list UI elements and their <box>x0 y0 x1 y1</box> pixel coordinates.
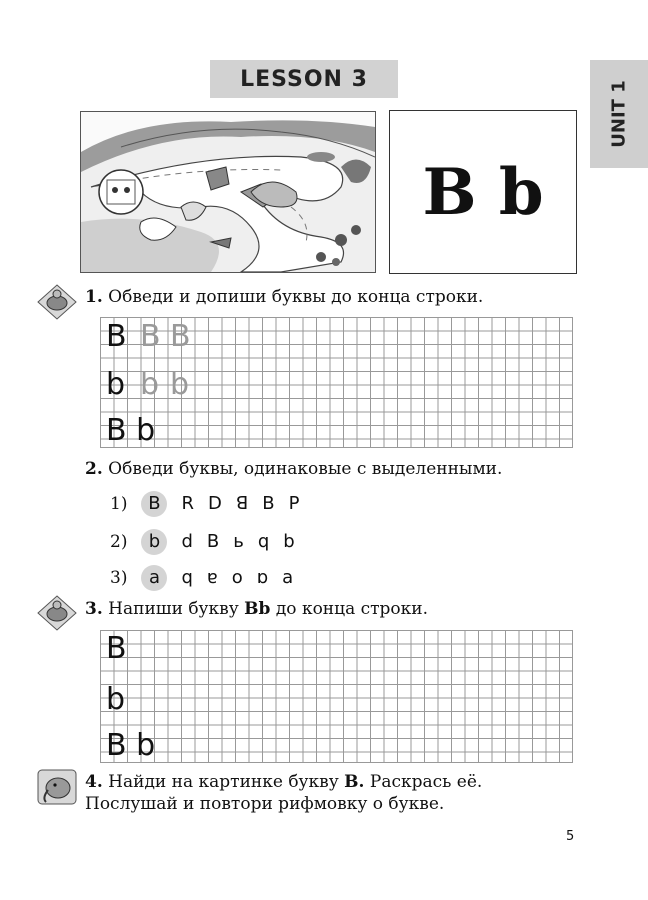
task-3-row-3-letters: B b <box>106 728 156 763</box>
task-3-row-1-letter: B <box>106 631 127 666</box>
illustration <box>80 111 376 273</box>
letter-box: B b <box>389 110 577 274</box>
option-letter[interactable]: o <box>231 567 243 588</box>
option-letter[interactable]: q <box>181 567 193 588</box>
task-1-text: Обведи и допиши буквы до конца строки. <box>108 287 484 307</box>
task-1-row-2-trace: b <box>170 367 190 402</box>
task-2-row-3 <box>110 565 293 591</box>
task-4-text-end: Раскрась её. <box>369 772 483 792</box>
option-letter[interactable]: d <box>181 531 193 552</box>
task-1-row-3-letters: B b <box>106 413 156 448</box>
option-letter[interactable]: R <box>181 493 194 514</box>
task-2-row-2 <box>110 529 295 555</box>
option-letter[interactable]: ɒ <box>256 567 269 588</box>
row-label: 1) <box>110 494 128 514</box>
option-letter[interactable]: ь <box>233 531 244 552</box>
landscape-illustration <box>81 112 375 272</box>
option-letter[interactable]: q <box>257 531 270 552</box>
option-letter[interactable]: D <box>207 493 222 514</box>
page-number: 5 <box>566 829 575 844</box>
lesson-title: LESSON 3 <box>210 60 398 98</box>
option-letter[interactable]: ɐ <box>206 567 218 588</box>
option-letter[interactable]: B <box>262 493 275 514</box>
task-4-instruction-line-1 <box>85 771 482 793</box>
task-1-row-2-letter: b <box>106 367 126 402</box>
elephant-icon <box>36 768 78 806</box>
option-letter[interactable]: ꓭ <box>235 493 249 514</box>
task-2-instruction <box>85 458 502 480</box>
task-3-text-end: до конца строки. <box>275 599 429 619</box>
task-4-text: Найди на картинке букву <box>108 772 339 792</box>
turtle-icon <box>36 283 78 321</box>
task-1-instruction <box>85 286 483 308</box>
row-label: 3) <box>110 568 128 588</box>
task-1-number: 1. <box>85 287 103 307</box>
task-1-row-1-letter: B <box>106 319 127 354</box>
option-letter[interactable]: b <box>283 531 295 552</box>
task-1-row-1-trace: B <box>170 319 191 354</box>
task-2-number: 2. <box>85 459 103 479</box>
task-3-writing-grid[interactable] <box>100 630 573 763</box>
task-4-bold-letter: B. <box>344 772 365 792</box>
task-1-row-2-trace: b <box>140 367 160 402</box>
task-3-row-2-letter: b <box>106 682 126 717</box>
unit-tab-label: UNIT 1 <box>608 80 630 148</box>
turtle-icon <box>36 594 78 632</box>
option-letter[interactable]: a <box>282 567 294 588</box>
option-letter[interactable]: B <box>206 531 220 552</box>
task-2-text: Обведи буквы, одинаковые с выделенными. <box>108 459 503 479</box>
task-3-number: 3. <box>85 599 103 619</box>
task-3-instruction <box>85 598 428 620</box>
task-2-row-1 <box>110 491 299 517</box>
row-label: 2) <box>110 532 128 552</box>
task-3-text: Напиши букву <box>108 599 239 619</box>
option-letter[interactable]: P <box>288 493 300 514</box>
highlighted-letter: b <box>141 529 167 555</box>
task-4-number: 4. <box>85 772 103 792</box>
task-3-bold-letters: Bb <box>244 599 271 619</box>
task-4-instruction-line-2: Послушай и повтори рифмовку о букве. <box>85 794 445 814</box>
task-1-row-1-trace: B <box>140 319 161 354</box>
highlighted-letter: B <box>141 491 167 517</box>
highlighted-letter: a <box>141 565 167 591</box>
unit-tab <box>590 60 648 168</box>
